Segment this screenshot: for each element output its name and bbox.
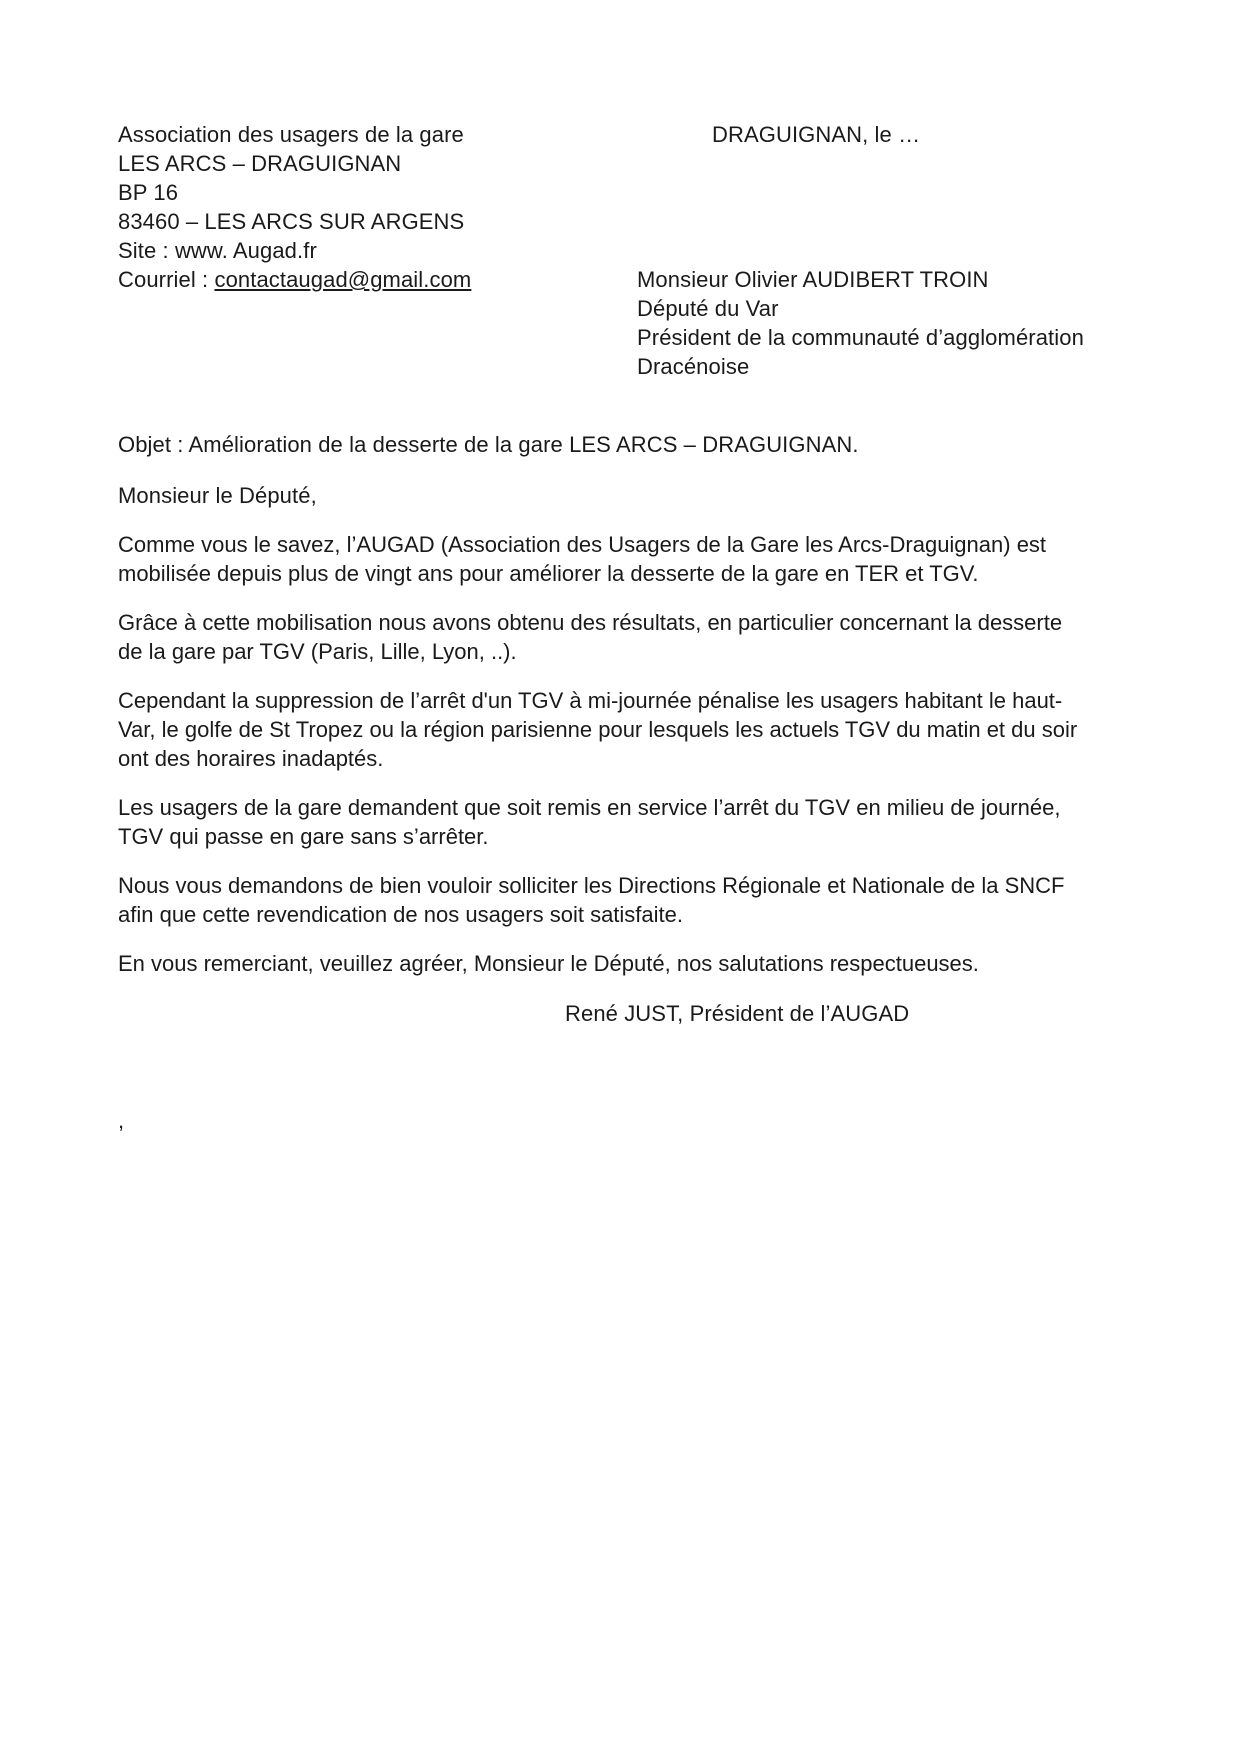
sender-line-postcode: 83460 – LES ARCS SUR ARGENS	[118, 209, 465, 234]
recipient-title-community: Dracénoise	[637, 354, 750, 379]
paragraph-line: mobilisée depuis plus de vingt ans pour améliorer la desserte de la gare en TER et TGV.	[118, 561, 979, 586]
body-paragraph-1	[118, 530, 1128, 588]
sender-line-email	[118, 265, 471, 294]
paragraph-line: Cependant la suppression de l’arrêt d'un TGV à mi-journée pénalise les usagers habitant le haut-	[118, 688, 1063, 713]
email-link[interactable]: contactaugad@gmail.com	[214, 267, 472, 292]
body-paragraph-3	[118, 686, 1128, 773]
email-label: Courriel :	[118, 267, 215, 292]
body-paragraph-4	[118, 793, 1128, 851]
sender-line-association: Association des usagers de la gare	[118, 122, 464, 147]
recipient-title-deputy: Député du Var	[637, 296, 779, 321]
trailing-mark: ,	[118, 1108, 125, 1133]
body-paragraph-5	[118, 871, 1128, 929]
body-paragraph-2	[118, 608, 1128, 666]
paragraph-line: de la gare par TGV (Paris, Lille, Lyon, ..).	[118, 639, 517, 664]
paragraph-line: Nous vous demandons de bien vouloir solliciter les Directions Régionale et Nationale de la SNCF	[118, 873, 1065, 898]
recipient-title-president: Président de la communauté d’agglomération	[637, 325, 1084, 350]
body-paragraph-6	[118, 949, 1128, 978]
signature: René JUST, Président de l’AUGAD	[565, 1001, 910, 1026]
recipient-name: Monsieur Olivier AUDIBERT TROIN	[637, 267, 989, 292]
paragraph-line: ont des horaires inadaptés.	[118, 746, 384, 771]
paragraph-line: Var, le golfe de St Tropez ou la région parisienne pour lesquels les actuels TGV du matin et du soir	[118, 717, 1078, 742]
place-date: DRAGUIGNAN, le …	[712, 122, 921, 147]
sender-line-station: LES ARCS – DRAGUIGNAN	[118, 151, 402, 176]
paragraph-line: TGV qui passe en gare sans s’arrêter.	[118, 824, 489, 849]
letter-salutation: Monsieur le Député,	[118, 483, 317, 508]
paragraph-line: En vous remerciant, veuillez agréer, Monsieur le Député, nos salutations respectueuses.	[118, 951, 979, 976]
paragraph-line: Grâce à cette mobilisation nous avons obtenu des résultats, en particulier concernant la desserte	[118, 610, 1063, 635]
paragraph-line: Les usagers de la gare demandent que soit remis en service l’arrêt du TGV en milieu de journée,	[118, 795, 1061, 820]
sender-line-bp: BP 16	[118, 180, 179, 205]
letter-subject: Objet : Amélioration de la desserte de la gare LES ARCS – DRAGUIGNAN.	[118, 432, 859, 457]
paragraph-line: Comme vous le savez, l’AUGAD (Association des Usagers de la Gare les Arcs-Draguignan) est	[118, 532, 1047, 557]
paragraph-line: afin que cette revendication de nos usagers soit satisfaite.	[118, 902, 684, 927]
sender-line-site: Site : www. Augad.fr	[118, 238, 317, 263]
